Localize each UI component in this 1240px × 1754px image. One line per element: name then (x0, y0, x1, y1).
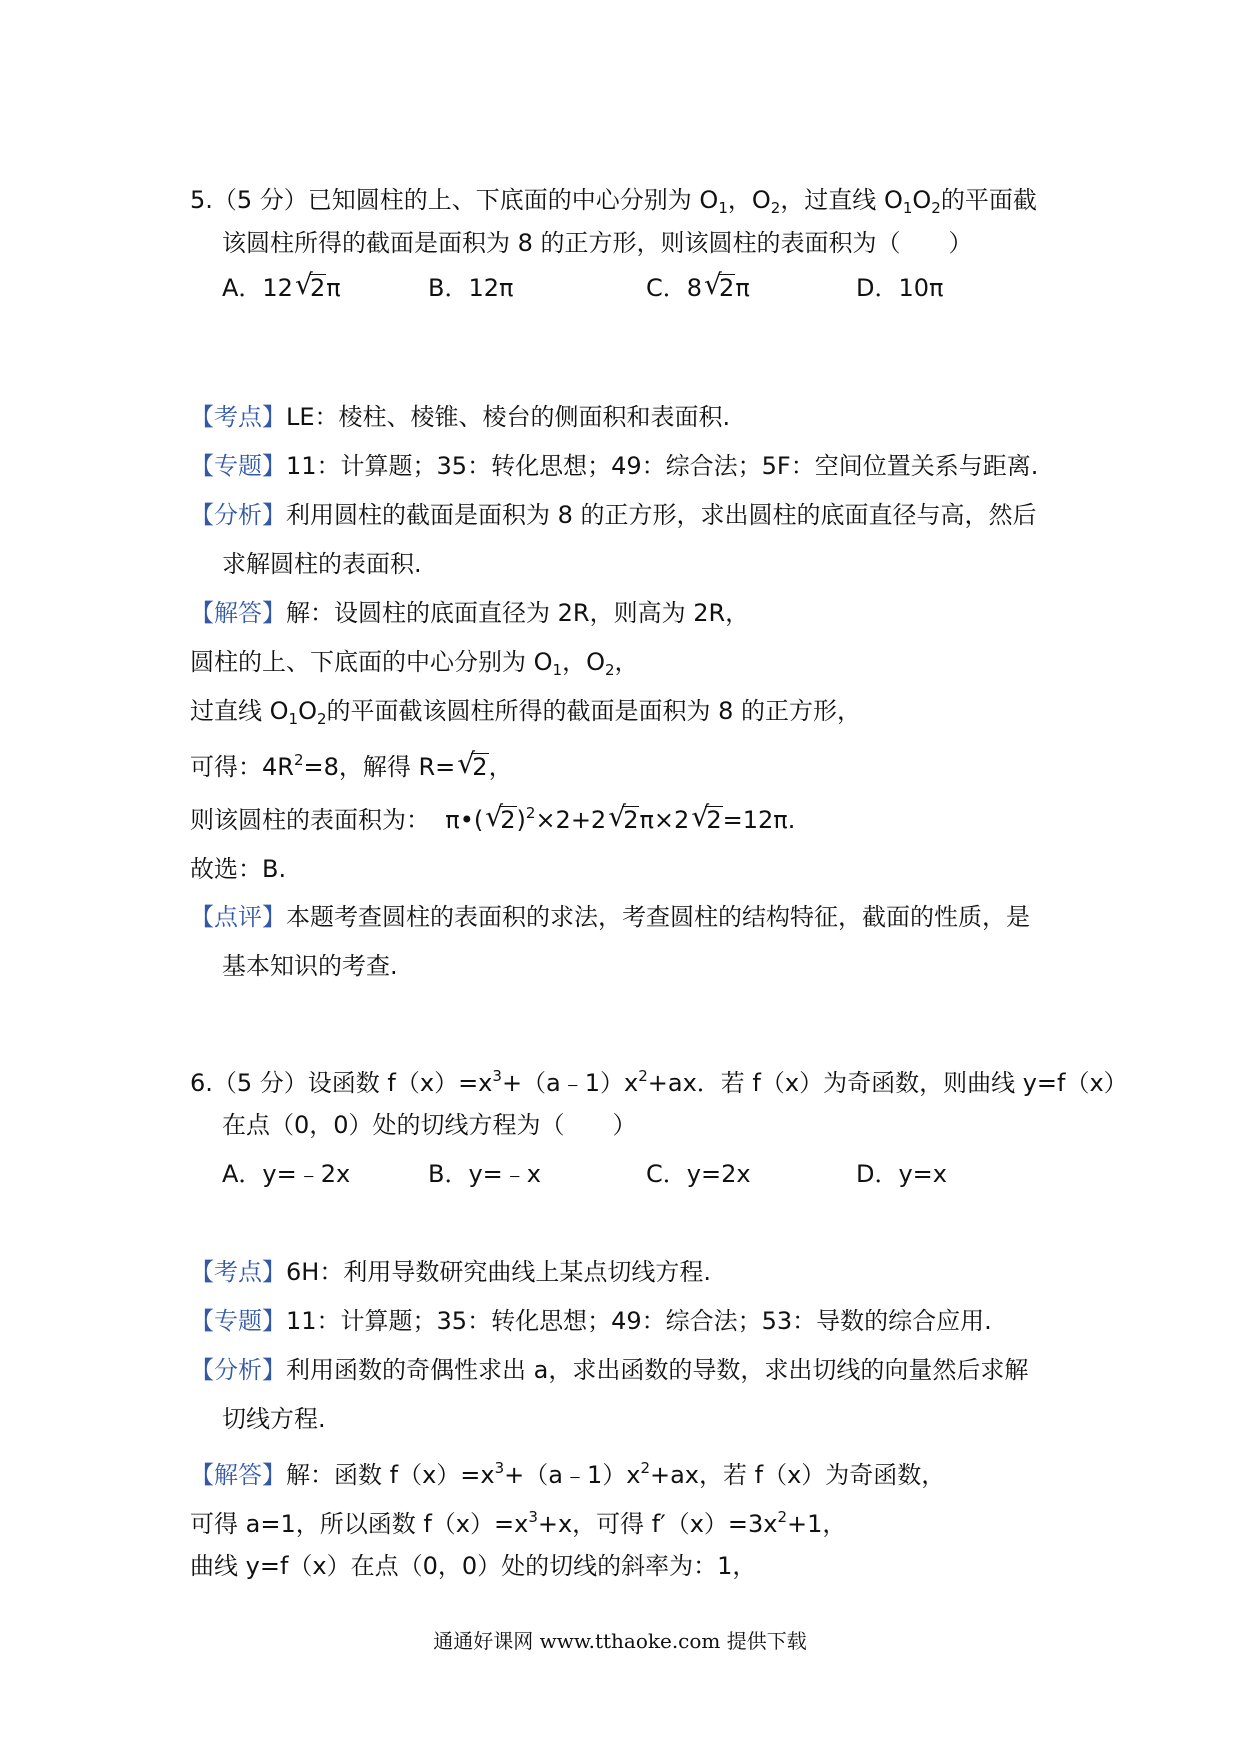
text: 可得 a=1，所以函数 f（x）=x (190, 1510, 529, 1538)
text: ， (614, 648, 639, 676)
superscript: 3 (494, 1459, 505, 1477)
q5-option-d: D．10π (856, 274, 944, 302)
q5-jieda-line4 (190, 743, 513, 784)
q5-jieda-line3 (190, 694, 861, 736)
superscript: 2 (640, 1459, 650, 1477)
text: π (735, 274, 750, 302)
text: +（a﹣1）x (504, 1461, 641, 1489)
section-tag: 【分析】 (190, 1356, 286, 1384)
subscript: 1 (552, 661, 563, 679)
text: ， (488, 753, 513, 781)
section-tag: 【专题】 (190, 452, 286, 480)
subscript: 2 (770, 199, 781, 217)
q5-zhuanti (190, 449, 1038, 483)
q6-option-c: C．y=2x (646, 1160, 751, 1188)
superscript: 3 (528, 1508, 538, 1526)
section-tag: 【考点】 (190, 403, 286, 431)
q5-jieda (190, 596, 749, 630)
section-tag: 【专题】 (190, 1307, 286, 1335)
text: 的平面截该圆柱所得的截面是面积为 8 的正方形， (326, 697, 862, 725)
q5-jieda-line6: 故选：B. (190, 855, 287, 883)
formula-text: =12π. (722, 806, 796, 834)
q6-zhuanti (190, 1304, 992, 1338)
radicand: 2 (706, 806, 722, 834)
section-tag: 【解答】 (190, 1461, 286, 1489)
text: 圆柱的上、下底面的中心分别为 O (190, 648, 553, 676)
q6-stem-line2: 在点（0，0）处的切线方程为（ ） (222, 1111, 637, 1139)
text: 本题考查圆柱的表面积的求法，考查圆柱的结构特征，截面的性质，是 (286, 903, 1030, 931)
q5-stem-line2: 该圆柱所得的截面是面积为 8 的正方形，则该圆柱的表面积为（ ） (222, 229, 973, 257)
text: 解：函数 f（x）=x (286, 1461, 495, 1489)
formula-text: π•( (445, 806, 484, 834)
sqrt-symbol (485, 803, 516, 837)
text: +x，可得 f′（x）=3x (537, 1510, 778, 1538)
text: 5.（5 分）已知圆柱的上、下底面的中心分别为 O (190, 186, 719, 214)
q5-kaodian (190, 400, 730, 434)
superscript: 2 (525, 804, 536, 822)
text: LE：棱柱、棱锥、棱台的侧面积和表面积. (286, 403, 731, 431)
radicand: 2 (472, 753, 488, 781)
q6-option-b: B．y=﹣x (428, 1160, 541, 1188)
option-label: C．8 (646, 274, 703, 302)
text: O (912, 186, 932, 214)
subscript: 2 (604, 661, 615, 679)
text: 过直线 O (190, 697, 289, 725)
section-tag: 【分析】 (190, 501, 286, 529)
sqrt-symbol (691, 803, 722, 837)
sqrt-symbol (608, 803, 639, 837)
superscript: 2 (777, 1508, 788, 1526)
q6-jieda-line2 (190, 1500, 846, 1541)
subscript: 1 (718, 199, 728, 217)
subscript: 2 (316, 710, 327, 728)
q6-fenxi-cont: 切线方程. (222, 1405, 326, 1433)
superscript: 2 (293, 751, 304, 769)
text: 6H：利用导数研究曲线上某点切线方程. (286, 1258, 711, 1286)
text: ，过直线 O (780, 186, 903, 214)
text: +ax．若 f（x）为奇函数，则曲线 y=f（x） (647, 1069, 1128, 1097)
text: +1， (787, 1510, 847, 1538)
sqrt-symbol (704, 271, 735, 305)
text: 可得：4R (190, 753, 294, 781)
q5-jieda-line5 (190, 796, 795, 837)
subscript: 1 (902, 199, 913, 217)
radicand: 2 (500, 806, 516, 834)
radicand: 2 (719, 274, 735, 302)
formula-text: π×2 (639, 806, 690, 834)
q5-stem-line1 (190, 183, 1037, 225)
q6-jieda-line3: 曲线 y=f（x）在点（0，0）处的切线的斜率为：1， (190, 1552, 757, 1580)
superscript: 2 (638, 1067, 648, 1085)
q5-option-b: B．12π (428, 274, 514, 302)
q5-fenxi (190, 498, 1037, 532)
text: ，O (727, 186, 771, 214)
formula-text: ×2+2 (535, 806, 607, 834)
text: 11：计算题；35：转化思想；49：综合法；5F：空间位置关系与距离. (286, 452, 1039, 480)
text: +ax，若 f（x）为奇函数， (649, 1461, 946, 1489)
section-tag: 【解答】 (190, 599, 286, 627)
text: +（a﹣1）x (501, 1069, 639, 1097)
option-label: A．12 (222, 274, 293, 302)
q5-option-c (646, 271, 750, 305)
text: 利用函数的奇偶性求出 a，求出函数的导数，求出切线的向量然后求解 (286, 1356, 1029, 1384)
q5-dianping-cont: 基本知识的考查. (222, 952, 398, 980)
superscript: 3 (492, 1067, 502, 1085)
text: 则该圆柱的表面积为： (190, 806, 430, 834)
text: ，O (562, 648, 605, 676)
text: =8，解得 R= (303, 753, 456, 781)
section-tag: 【考点】 (190, 1258, 286, 1286)
text: O (298, 697, 317, 725)
sqrt-symbol (457, 750, 488, 784)
text: π (326, 274, 341, 302)
q6-kaodian (190, 1255, 711, 1289)
q6-jieda (190, 1451, 945, 1492)
q6-option-a: A．y=﹣2x (222, 1160, 351, 1188)
text: 11：计算题；35：转化思想；49：综合法；53：导数的综合应用. (286, 1307, 992, 1335)
q5-jieda-line2 (190, 645, 639, 687)
radicand: 2 (309, 274, 326, 302)
formula-text: ) (516, 806, 526, 834)
text: 解：设圆柱的底面直径为 2R，则高为 2R， (286, 599, 750, 627)
text: 的平面截 (940, 186, 1037, 214)
radicand: 2 (623, 806, 639, 834)
q5-fenxi-cont: 求解圆柱的表面积. (222, 550, 422, 578)
subscript: 1 (288, 710, 299, 728)
text: 利用圆柱的截面是面积为 8 的正方形，求出圆柱的底面直径与高，然后 (286, 501, 1037, 529)
q6-stem-line1 (190, 1059, 1128, 1100)
text: 6.（5 分）设函数 f（x）=x (190, 1069, 493, 1097)
q5-option-a (222, 271, 341, 305)
q5-dianping (190, 900, 1030, 934)
q6-fenxi (190, 1353, 1028, 1387)
section-tag: 【点评】 (190, 903, 286, 931)
q6-option-d: D．y=x (856, 1160, 947, 1188)
sqrt-symbol (295, 271, 326, 305)
page-footer: 通通好课网 www.tthaoke.com 提供下载 (433, 1629, 807, 1653)
subscript: 2 (931, 199, 941, 217)
